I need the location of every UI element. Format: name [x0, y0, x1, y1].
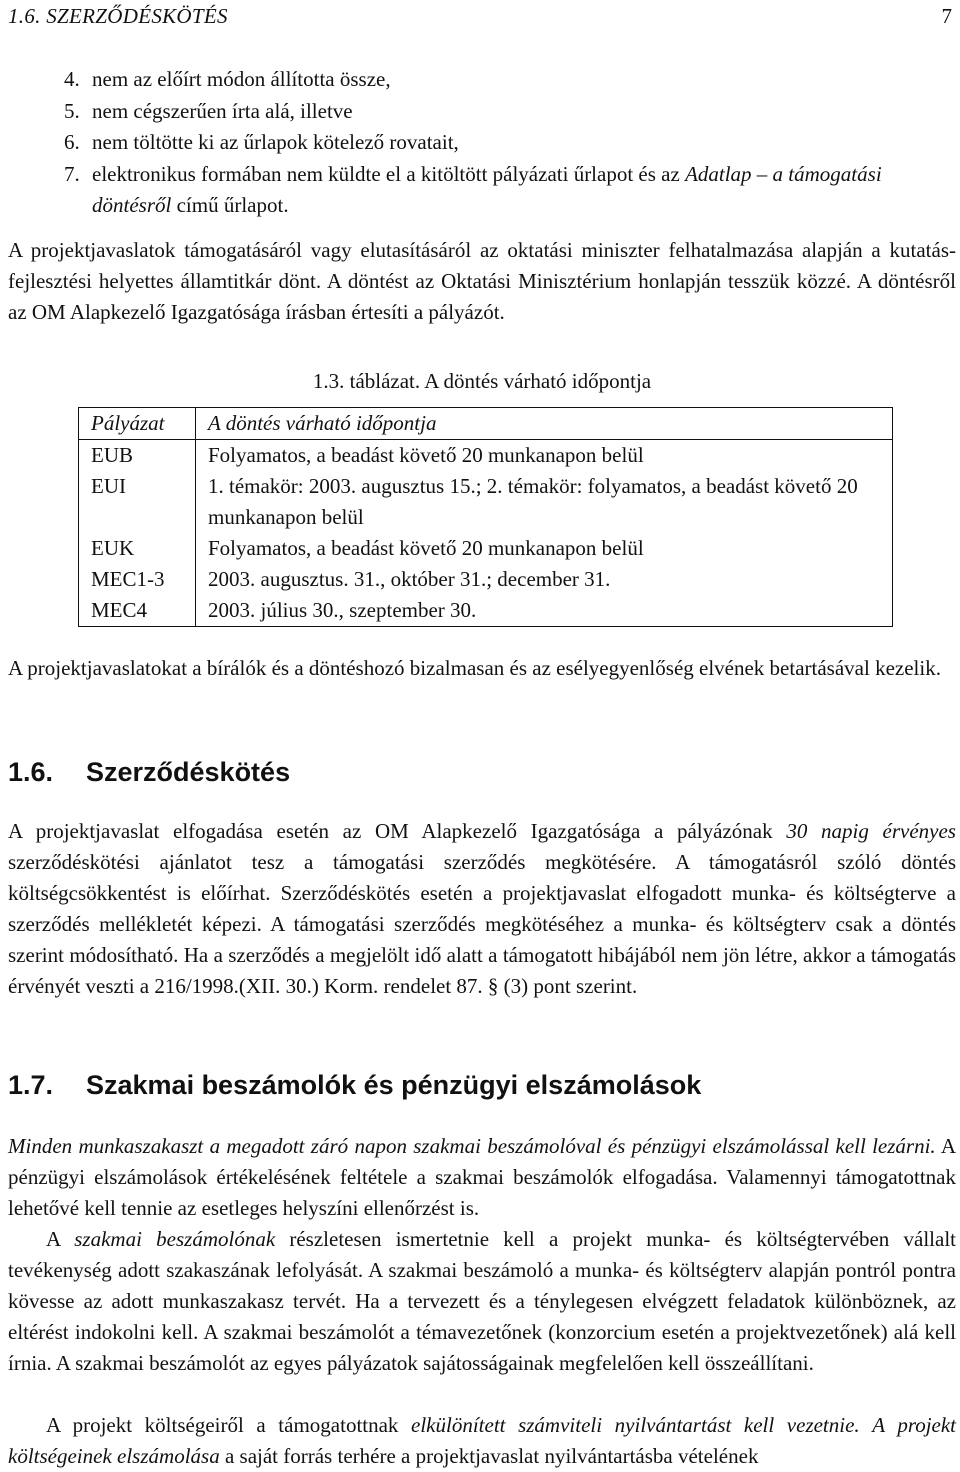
- decision-dates-table: [78, 407, 893, 627]
- paragraph-confidential: A projektjavaslatokat a bírálók és a döntéshozó bizalmasan és az esélyegyenlőség elvének betartásával kezelik.: [8, 656, 941, 680]
- paragraph-accounting: A projekt költségeiről a támogatottnak elkülönített számviteli nyilvántartást kell vezetnie. A projekt költségeinek elszámolása a saját forrás terhére a projektjavaslat nyilvántartásba vételének: [8, 1413, 957, 1468]
- header-section-title: 1.6. SZERZŐDÉSKÖTÉS: [8, 4, 228, 28]
- paragraph-reports-intro: Minden munkaszakaszt a megadott záró napon szakmai beszámolóval és pénzügyi elszámolással kell lezárni. A pénzügyi elszámolások értékelésének feltétele a szakmai beszámolók elfogadása. Valamennyi támogatottnak lehetővé kell tennie az esetleges helyszíni ellenőrzést is.: [8, 1134, 956, 1220]
- section-heading-reports: 1.7. Szakmai beszámolók és pénzügyi elszámolások: [8, 1070, 702, 1100]
- list-item: 4. nem az előírt módon állította össze,: [64, 67, 391, 91]
- list-item: 5. nem cégszerűen írta alá, illetve: [64, 98, 353, 123]
- page-number: 7: [941, 4, 952, 28]
- running-header: [8, 4, 956, 30]
- list-item: 6. nem töltötte ki az űrlapok kötelező rovatait,: [64, 130, 459, 154]
- paragraph-contract: A projektjavaslat elfogadása esetén az OM Alapkezelő Igazgatósága a pályázónak 30 napig érvényes szerződéskötési ajánlatot tesz a támogatási szerződés megkötésére. A támogatásról szóló döntés költségcsökkentést is előírhat. Szerződéskötés esetén a projektjavaslat elfogadott munka- és költségterve a szerződés mellékletét képezi. A támogatási szerződés megkötéséhez a munka- és költségterv csak a döntés szerint módosítható. Ha a szerződés a megjelölt idő alatt a támogatott hibájából nem jön létre, akkor a támogatás érvényét veszti a 216/1998.(XII. 30.) Korm. rendelet 87. § (3) pont szerint.: [8, 819, 956, 998]
- table-header-row: [79, 408, 893, 440]
- table-row: EUI 1. témakör: 2003. augusztus 15.; 2. témakör: folyamatos, a beadást követő 20 munkanapon belül: [79, 471, 893, 533]
- table-row: EUK Folyamatos, a beadást követő 20 munkanapon belül: [79, 533, 893, 564]
- table-row: MEC4 2003. július 30., szeptember 30.: [79, 595, 893, 627]
- list-item: 7. elektronikus formában nem küldte el a kitöltött pályázati űrlapot és az Adatlap – a támogatási döntésről című űrlapot.: [64, 161, 882, 217]
- column-header: A döntés várható időpontja: [196, 408, 893, 440]
- table-caption: 1.3. táblázat. A döntés várható időpontja: [312, 369, 652, 393]
- column-header: Pályázat: [79, 408, 196, 440]
- table-row: MEC1-3 2003. augusztus. 31., október 31.; december 31.: [79, 564, 893, 595]
- paragraph-decision: A projektjavaslatok támogatásáról vagy elutasításáról az oktatási miniszter felhatalmazása alapján a kutatás-fejlesztési helyettes államtitkár dönt. A döntést az Oktatási Minisztérium honlapján tesszük közzé. A döntésről az OM Alapkezelő Igazgatósága írásban értesíti a pályázót.: [8, 238, 956, 324]
- table-row: EUB Folyamatos, a beadást követő 20 munkanapon belül: [79, 440, 893, 472]
- section-heading-contract: 1.6. Szerződéskötés: [8, 757, 291, 787]
- paragraph-professional-report: A szakmai beszámolónak részletesen ismertetnie kell a projekt munka- és költségtervében vállalt tevékenység adott szakaszának lefolyását. A szakmai beszámoló a munka- és költségterv alapján pontról pontra kövesse az adott munkaszakasz tervét. Ha a tervezett és a ténylegesen elvégzett feladatok különböznek, az eltérést indokolni kell. A szakmai beszámolót a témavezetőnek (konzorcium esetén a projektvezetőnek) alá kell írnia. A szakmai beszámolót az egyes pályázatok sajátosságainak megfelelően kell összeállítani.: [8, 1227, 957, 1375]
- numbered-list: [64, 64, 956, 222]
